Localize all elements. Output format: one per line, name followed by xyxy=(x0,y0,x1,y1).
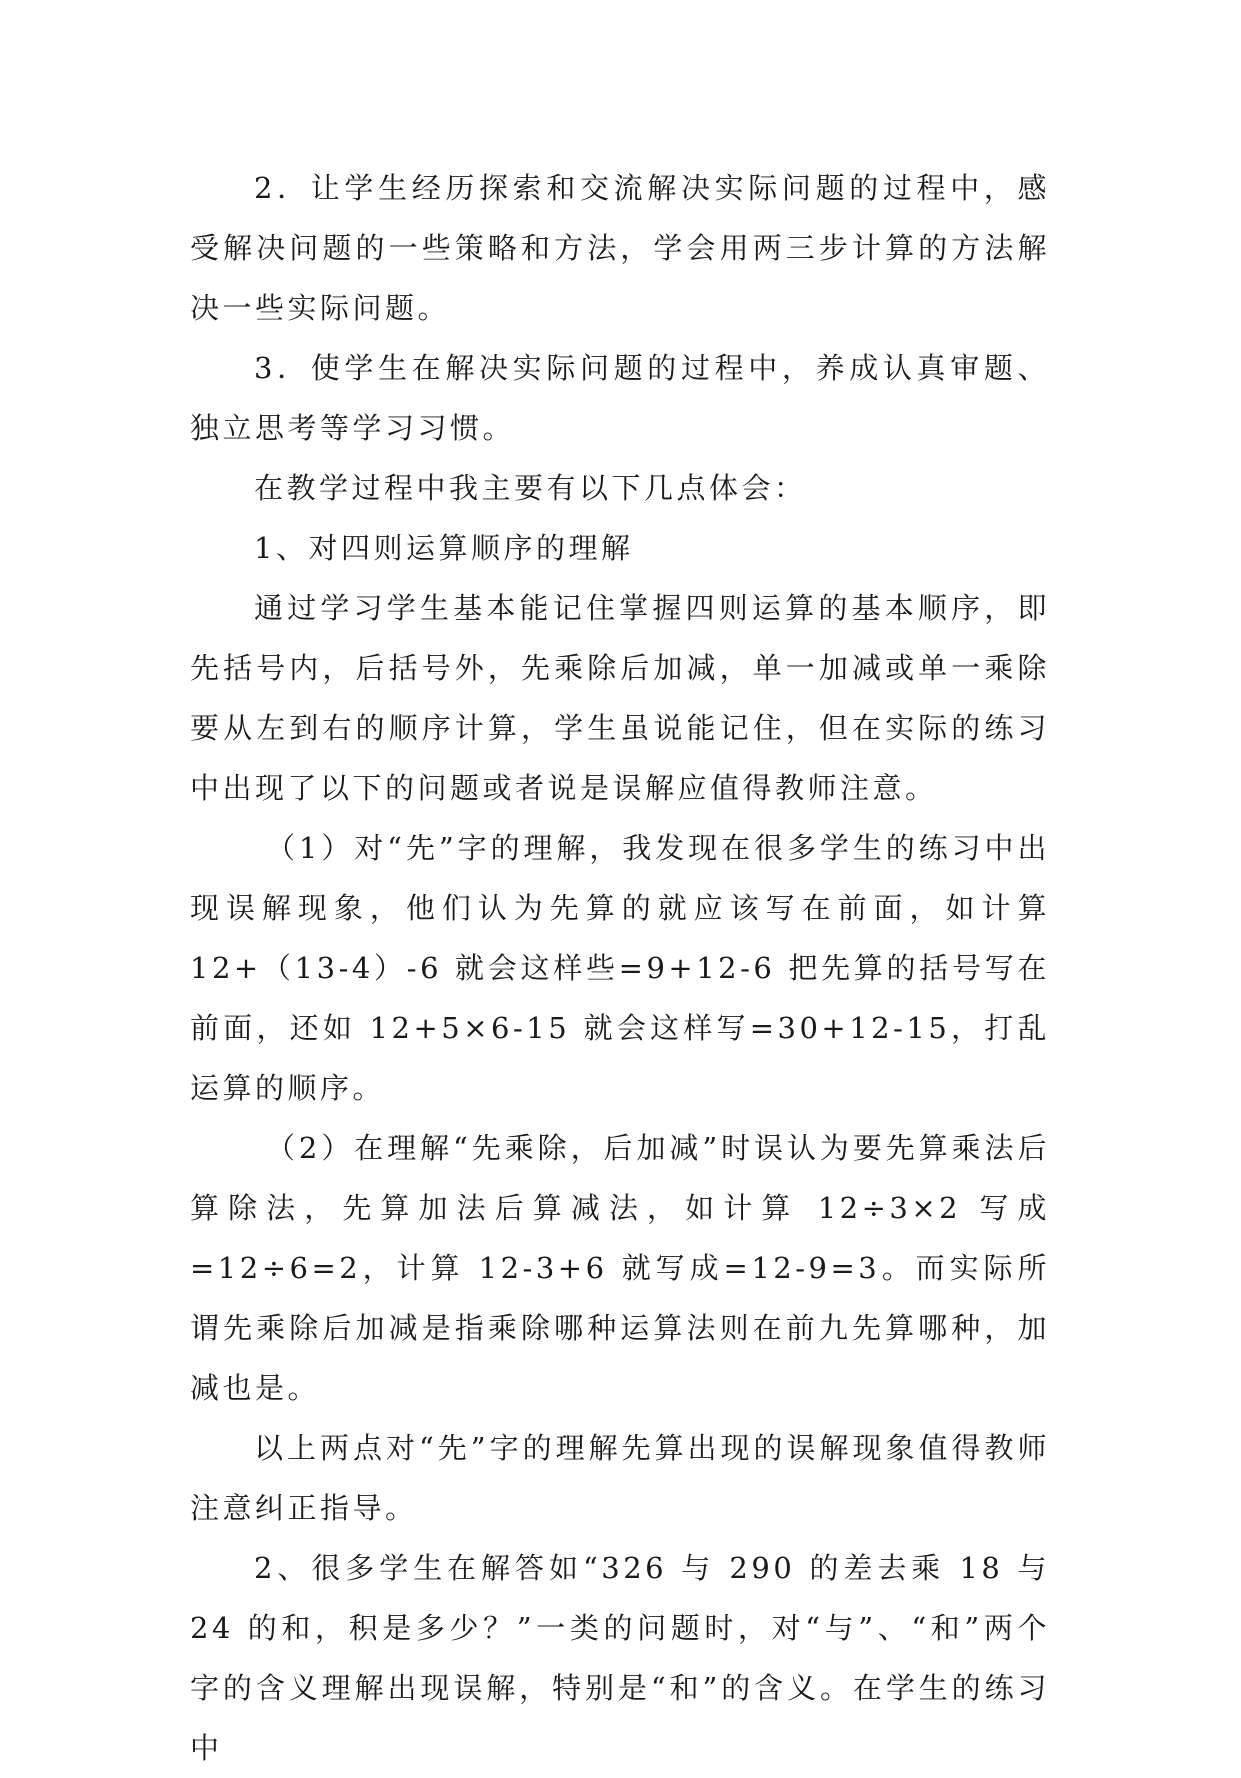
paragraph-order-explanation: 通过学习学生基本能记住掌握四则运算的基本顺序，即先括号内，后括号外，先乘除后加减，单一加减或单一乘除要从左到右的顺序计算，学生虽说能记住，但在实际的练习中出现了以下的问题或者说是误解应值得教师注意。 xyxy=(190,591,1050,805)
paragraph-point-1: （1）对“先”字的理解，我发现在很多学生的练习中出现误解现象，他们认为先算的就应该写在前面，如计算 12+（13-4）-6 就会这样些=9+12-6 把先算的括号写在前面，还如 12+5×6-15 就会这样写=30+12-15，打乱运算的顺序。 xyxy=(190,831,1050,1105)
paragraph-goal-3: 3．使学生在解决实际问题的过程中，养成认真审题、独立思考等学习习惯。 xyxy=(190,351,1050,445)
paragraph-goal-2: 2．让学生经历探索和交流解决实际问题的过程中，感受解决问题的一些策略和方法，学会用两三步计算的方法解决一些实际问题。 xyxy=(190,171,1050,325)
section-heading-order-of-operations: 1、对四则运算顺序的理解 xyxy=(254,531,634,565)
document-page xyxy=(190,158,1050,1778)
paragraph-reflection-intro: 在教学过程中我主要有以下几点体会： xyxy=(254,471,807,505)
paragraph-point-2: （2）在理解“先乘除，后加减”时误认为要先算乘法后算除法，先算加法后算减法，如计算 12÷3×2 写成=12÷6=2，计算 12-3+6 就写成=12-9=3。而实际所谓先乘除后加减是指乘除哪种运算法则在前九先算哪种，加减也是。 xyxy=(190,1131,1050,1405)
paragraph-summary: 以上两点对“先”字的理解先算出现的误解现象值得教师注意纠正指导。 xyxy=(190,1431,1050,1525)
paragraph-item-2: 2、很多学生在解答如“326 与 290 的差去乘 18 与 24 的和，积是多少？”一类的问题时，对“与”、“和”两个字的含义理解出现误解，特别是“和”的含义。在学生的练习中 xyxy=(190,1551,1050,1765)
